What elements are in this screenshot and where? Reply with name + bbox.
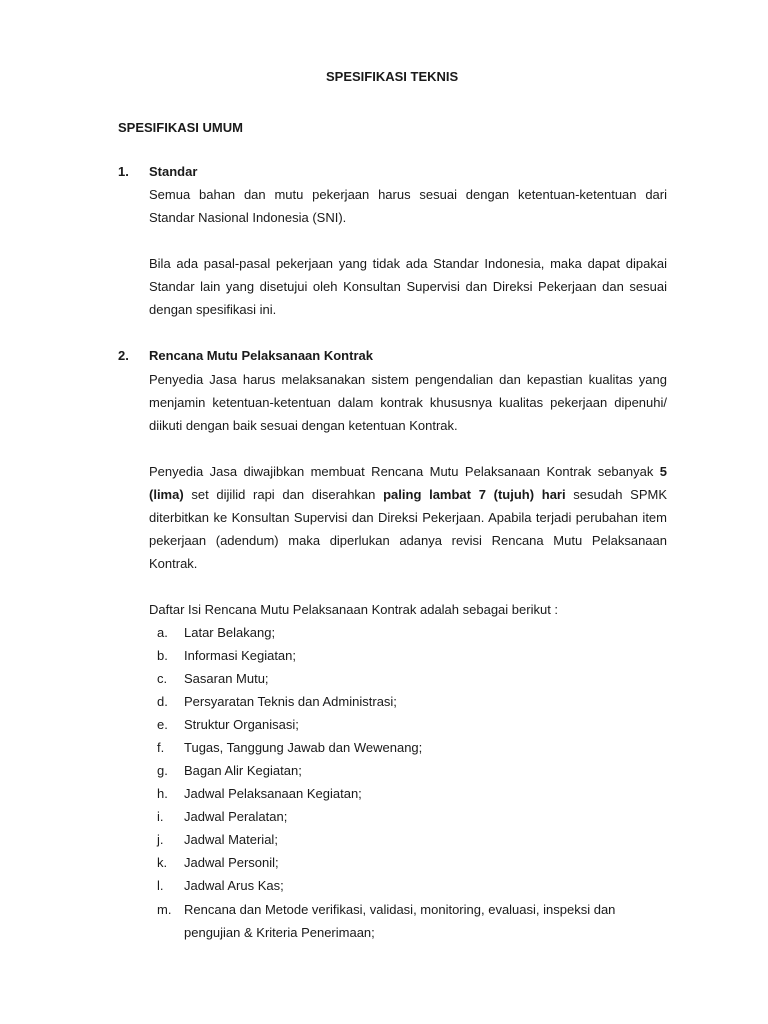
list-item: Tugas, Tanggung Jawab dan Wewenang;: [184, 740, 423, 755]
section-1-para1-line1: Semua bahan dan mutu pekerjaan harus sesuai dengan ketentuan-ketentuan dari: [149, 187, 667, 202]
section-2-para1-line3: diikuti dengan baik sesuai dengan ketentuan Kontrak.: [149, 418, 458, 433]
section-1-para2-line3: dengan spesifikasi ini.: [149, 302, 277, 317]
section-heading: SPESIFIKASI UMUM: [118, 120, 243, 135]
list-item: Jadwal Material;: [184, 832, 278, 847]
section-1-heading: Standar: [149, 164, 198, 179]
list-item: Persyaratan Teknis dan Administrasi;: [184, 694, 397, 709]
section-2-para2-line1: [149, 464, 667, 480]
list-item-letter: d.: [157, 694, 168, 709]
list-item: Jadwal Personil;: [184, 855, 279, 870]
document-title: SPESIFIKASI TEKNIS: [326, 69, 459, 84]
list-item-letter: h.: [157, 786, 168, 801]
section-1-number: 1.: [118, 164, 129, 179]
list-item-letter: i.: [157, 809, 164, 824]
para2-line2-bold2: paling lambat 7 (tujuh) hari: [383, 487, 566, 502]
list-item: Jadwal Arus Kas;: [184, 878, 284, 893]
list-item-continuation: pengujian & Kriteria Penerimaan;: [184, 925, 375, 940]
section-2-heading: Rencana Mutu Pelaksanaan Kontrak: [149, 348, 373, 363]
list-item-letter: l.: [157, 878, 164, 893]
section-2-para2-line3: diterbitkan ke Konsultan Supervisi dan Direksi Pekerjaan. Apabila terjadi perubahan item: [149, 510, 667, 525]
section-2-para2-line5: Kontrak.: [149, 556, 198, 571]
list-item: Struktur Organisasi;: [184, 717, 299, 732]
section-2-para1-line1: Penyedia Jasa harus melaksanakan sistem pengendalian dan kepastian kualitas yang: [149, 372, 667, 387]
para2-line2-mid: set dijilid rapi dan diserahkan: [183, 487, 384, 502]
list-item-letter: b.: [157, 648, 168, 663]
list-item: Bagan Alir Kegiatan;: [184, 763, 302, 778]
list-item: Informasi Kegiatan;: [184, 648, 297, 663]
list-item-letter: f.: [157, 740, 165, 755]
section-2-para1-line2: menjamin ketentuan-ketentuan dalam kontrak khususnya kualitas pekerjaan dipenuhi/: [149, 395, 667, 410]
list-item-letter: j.: [157, 832, 164, 847]
list-item-letter: k.: [157, 855, 168, 870]
list-item-letter: a.: [157, 625, 168, 640]
para2-line2-post: sesudah SPMK: [565, 487, 667, 502]
section-1-para2-line2: Standar lain yang disetujui oleh Konsultan Supervisi dan Direksi Pekerjaan dan sesuai: [149, 279, 667, 294]
section-2-para2-line2: [149, 487, 667, 503]
para2-line1-bold: 5: [659, 464, 667, 479]
list-item: Jadwal Peralatan;: [184, 809, 288, 824]
list-item: Jadwal Pelaksanaan Kegiatan;: [184, 786, 362, 801]
list-item-letter: m.: [157, 902, 172, 917]
list-item-letter: e.: [157, 717, 168, 732]
section-2-number: 2.: [118, 348, 129, 363]
section-2-para2-line4: pekerjaan (adendum) maka diperlukan adanya revisi Rencana Mutu Pelaksanaan: [149, 533, 667, 548]
para2-line1-text: Penyedia Jasa diwajibkan membuat Rencana Mutu Pelaksanaan Kontrak sebanyak: [149, 464, 660, 479]
section-1-para1-line2: Standar Nasional Indonesia (SNI).: [149, 210, 347, 225]
para2-line2-bold1: (lima): [149, 487, 184, 502]
list-intro: Daftar Isi Rencana Mutu Pelaksanaan Kontrak adalah sebagai berikut :: [149, 602, 559, 617]
list-item-letter: c.: [157, 671, 168, 686]
list-item: Latar Belakang;: [184, 625, 276, 640]
list-item-letter: g.: [157, 763, 168, 778]
list-item: Rencana dan Metode verifikasi, validasi, monitoring, evaluasi, inspeksi dan: [184, 902, 616, 917]
list-item: Sasaran Mutu;: [184, 671, 269, 686]
section-1-para2-line1: Bila ada pasal-pasal pekerjaan yang tidak ada Standar Indonesia, maka dapat dipakai: [149, 256, 667, 271]
